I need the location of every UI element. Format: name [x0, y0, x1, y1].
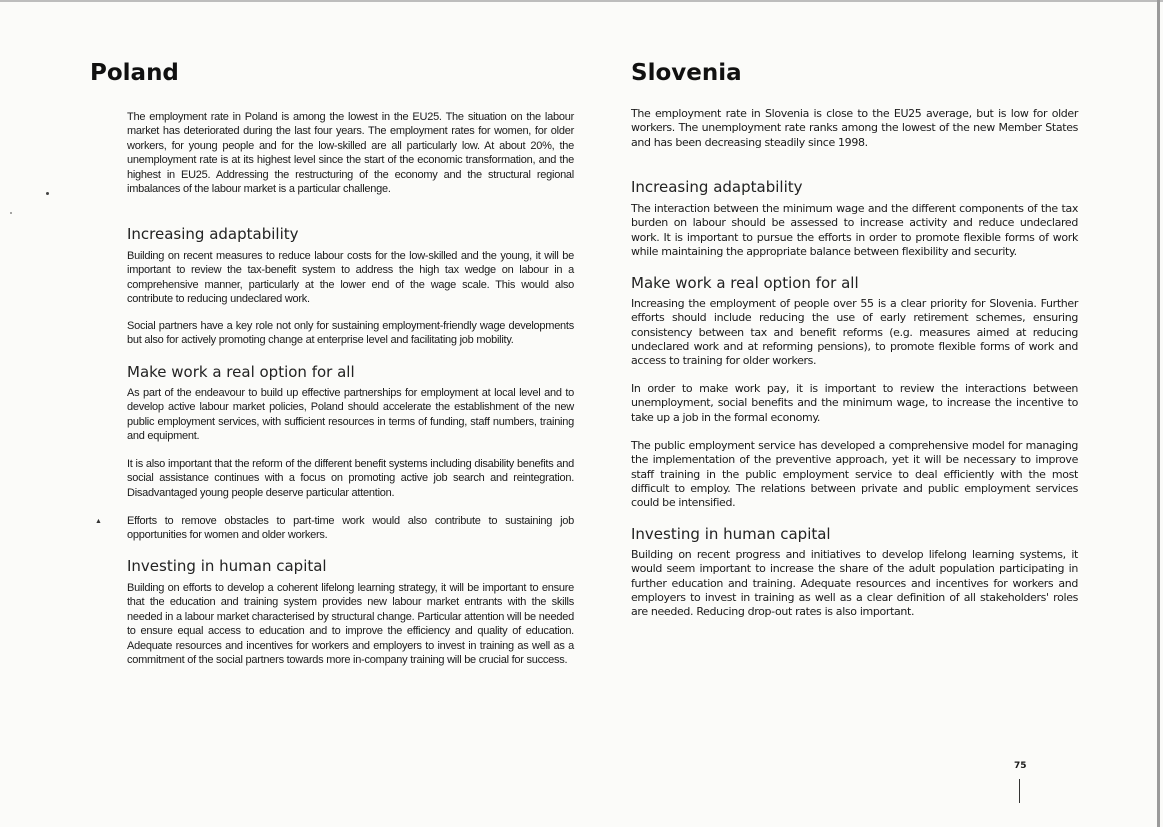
scan-speck	[46, 192, 49, 195]
poland-intro: The employment rate in Poland is among the lowest in the EU25. The situation on the labour market has deteriorated during the last four years. The employment rates for women, for older workers, for young people and for the low-skilled are all particularly low. At about 20%, the unemployment rate is at its highest level since the start of the economic transformation, and the highest in EU25. Addressing the restructuring of the economy and the structural regional imbalances of the labour market is a particular challenge.	[127, 111, 574, 196]
slovenia-capital-heading: Investing in human capital	[631, 525, 831, 543]
scan-right-edge	[1157, 0, 1160, 827]
poland-adaptability-heading: Increasing adaptability	[127, 225, 299, 243]
poland-adaptability-p2: Social partners have a key role not only for sustaining employment-friendly wage developments but also for actively promoting change at enterprise level and facilitating job mobility.	[127, 320, 574, 347]
poland-title: Poland	[90, 60, 179, 86]
slovenia-work-p3: The public employment service has developed a comprehensive model for managing the implementation of the preventive approach, yet it will be necessary to improve staff training in the public employment service to deal efficiently with the most difficult to employ. The relations between private and public employment services could be intensified.	[631, 439, 1078, 510]
slovenia-adaptability-p1: The interaction between the minimum wage and the different components of the tax burden on labour should be assessed to increase activity and reduce undeclared work. It is important to pursue the efforts in order to promote flexible forms of work while maintaining the appropriate balance between flexibility and security.	[631, 202, 1078, 258]
poland-work-heading: Make work a real option for all	[127, 363, 355, 381]
slovenia-title-block	[631, 60, 742, 86]
poland-adaptability-p1: Building on recent measures to reduce labour costs for the low-skilled and the young, it will be important to review the tax-benefit system to address the high tax wedge on labour in a comprehensive manner, particularly at the lower end of the wage scale. This would also contribute to reducing undeclared work.	[127, 250, 574, 306]
slovenia-adaptability-heading: Increasing adaptability	[631, 178, 803, 196]
slovenia-title: Slovenia	[631, 60, 742, 86]
slovenia-work-heading: Make work a real option for all	[631, 274, 859, 292]
slovenia-intro: The employment rate in Slovenia is close to the EU25 average, but is low for older workers. The unemployment rate ranks among the lowest of the new Member States and has been decreasing steadily since 1998.	[631, 107, 1078, 149]
poland-title-block	[90, 60, 179, 86]
scan-top-edge	[0, 0, 1163, 2]
scan-speck	[10, 212, 12, 214]
slovenia-work-p1: Increasing the employment of people over 55 is a clear priority for Slovenia. Further efforts should include reducing the use of early retirement schemes, ensuring consistency between tax and benefit reforms (e.g. measures aimed at reducing undeclared work and at reforming pensions), to promote flexible forms of work and access to training for older workers.	[631, 297, 1078, 368]
poland-work-p1: As part of the endeavour to build up effective partnerships for employment at local level and to develop active labour market policies, Poland should accelerate the establishment of the new public employment services, with sufficient resources in terms of funding, staff numbers, training and equipment.	[127, 387, 574, 443]
slovenia-capital-p1: Building on recent progress and initiatives to develop lifelong learning systems, it would seem important to increase the share of the adult population participating in further education and training. Adequate resources and incentives for workers and employers to invest in training as well as a clear definition of all stakeholders' roles are needed. Reducing drop-out rates is also important.	[631, 548, 1078, 619]
poland-capital-p1: Building on efforts to develop a coherent lifelong learning strategy, it will be important to ensure that the education and training system provides new labour market entrants with the skills needed in a labour market characterised by structural change. Particular attention will be needed to ensure equal access to education and to improve the efficiency and quality of education. Adequate resources and incentives for workers and employers to invest in training as well as a commitment of the social partners towards more in-company training will be crucial for success.	[127, 582, 574, 667]
page-number: 75	[1014, 761, 1027, 771]
bullet-marker: ▲	[95, 518, 102, 525]
poland-capital-heading: Investing in human capital	[127, 557, 327, 575]
slovenia-work-p2: In order to make work pay, it is important to review the interactions between unemployment, social benefits and the minimum wage, to increase the incentive to take up a job in the formal economy.	[631, 382, 1078, 424]
poland-work-p2: It is also important that the reform of the different benefit systems including disability benefits and social assistance continues with a focus on promoting active job search and reintegration. Disadvantaged young people deserve particular attention.	[127, 458, 574, 499]
page-tick-mark	[1019, 779, 1020, 803]
poland-work-p3: Efforts to remove obstacles to part-time work would also contribute to sustaining job opportunities for women and older workers.	[127, 515, 574, 542]
